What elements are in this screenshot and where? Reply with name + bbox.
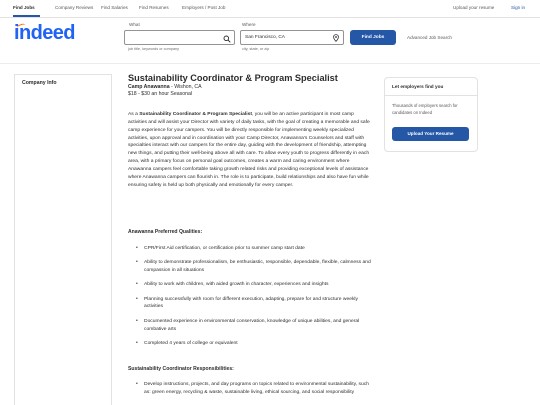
- indeed-logo[interactable]: indeed: [14, 22, 75, 44]
- list-item: • Planning successfully with room for different execution, adapting, prepare for and structure weekly activities: [128, 296, 372, 312]
- location-pin-icon: [333, 34, 339, 42]
- list-item: • Documented experience in environmental conservation, knowledge of unique abilities, and general combative arts: [128, 318, 372, 334]
- top-nav: [0, 0, 540, 18]
- where-help-text: city, state, or zip: [242, 47, 270, 51]
- company-location: [128, 84, 202, 90]
- responsibilities-heading: Sustainability Coordinator Responsibilities:: [128, 366, 234, 372]
- where-input[interactable]: [240, 30, 344, 45]
- find-jobs-button[interactable]: Find Jobs: [350, 30, 396, 45]
- nav-find-resumes[interactable]: Find Resumes: [139, 5, 169, 10]
- employer-panel-text: Thousands of employers search for candidates on Indeed: [392, 103, 458, 115]
- job-location: - Wishon, CA: [169, 84, 202, 90]
- qualifications-heading: Anawanna Preferred Qualities:: [128, 229, 203, 235]
- list-item: • Ability to demonstrate professionalism, be enthusiastic, responsible, dependable, flexible, calmness and compassion in all situations: [128, 259, 372, 275]
- what-input[interactable]: [124, 30, 235, 45]
- employer-find-panel: [384, 77, 478, 152]
- salary-type: $18 - $30 an hour Seasonal: [128, 91, 193, 97]
- job-description: [128, 111, 372, 189]
- job-title: Sustainability Coordinator & Program Specialist: [128, 73, 338, 83]
- where-label: Where: [242, 22, 256, 27]
- upload-resume-link[interactable]: Upload your resume: [453, 5, 495, 10]
- nav-active-indicator: [13, 15, 40, 17]
- description-body: , you will be an active participant in most camp activities and will assist your Director with variety of daily tasks, with the goal of creating a memorable and safe camp experience for your campers. You will be directly responsible for implementing weekly specialized activities, upon approval and in coordination with your Camp Director, Anawanna's Counselors and staff with specialties interact with our campers for the entire day, guiding with the development of friendship, attempting new things, and putting their well-being above all with care. To allow every youth to progress differently in each area, with a primary focus on personal goal outcomes, creates a warm and caring environment where Anawanna campers feel comfortable taking growth related risks and providing exceptional levels of assistance where Anawanna campers can flourish in. The role is to participate, build relationships and also have fun while ensuring safety is held up both physically and emotionally for every camper.: [128, 112, 370, 188]
- upload-resume-button[interactable]: Upload Your Resume: [392, 127, 469, 141]
- where-input-value: San Francisco, CA: [245, 35, 285, 40]
- search-icon: [223, 35, 231, 43]
- employer-panel-header: [385, 78, 477, 96]
- header-divider: [0, 63, 540, 64]
- company-info-title: Company Info: [22, 80, 57, 86]
- list-item: • Develop instructions, projects, and day programs on topics related to environmental sustainability, such as: green energy, recycling & waste, sustainable living, ethical sourcing, and social responsibility: [128, 381, 372, 397]
- description-role: Sustainability Coordinator & Program Specialist: [139, 112, 253, 117]
- company-info-panel: [14, 74, 112, 405]
- responsibilities-list: [128, 381, 372, 403]
- sign-in-link[interactable]: Sign in: [511, 5, 526, 10]
- qualifications-list: [128, 245, 372, 354]
- list-item: • Ability to work with children, with aided growth in character, experiences and insights: [128, 281, 372, 289]
- nav-company-reviews[interactable]: Company Reviews: [55, 5, 94, 10]
- what-label: What: [129, 22, 140, 27]
- what-help-text: job title, keywords or company: [128, 47, 180, 51]
- nav-find-salaries[interactable]: Find Salaries: [101, 5, 128, 10]
- advanced-job-search-link[interactable]: Advanced Job Search: [407, 35, 452, 40]
- employer-panel-title: Let employers find you: [392, 84, 444, 89]
- list-item: • CPR/First Aid certification, or certification prior to summer camp start date: [128, 245, 372, 253]
- list-item: • Completed 4 years of college or equivalent: [128, 340, 372, 348]
- description-intro: As a: [128, 112, 140, 117]
- nav-find-jobs[interactable]: Find Jobs: [13, 5, 35, 10]
- company-name[interactable]: Camp Anawanna: [128, 84, 170, 90]
- nav-employers-post-job[interactable]: Employers / Post Job: [182, 5, 226, 10]
